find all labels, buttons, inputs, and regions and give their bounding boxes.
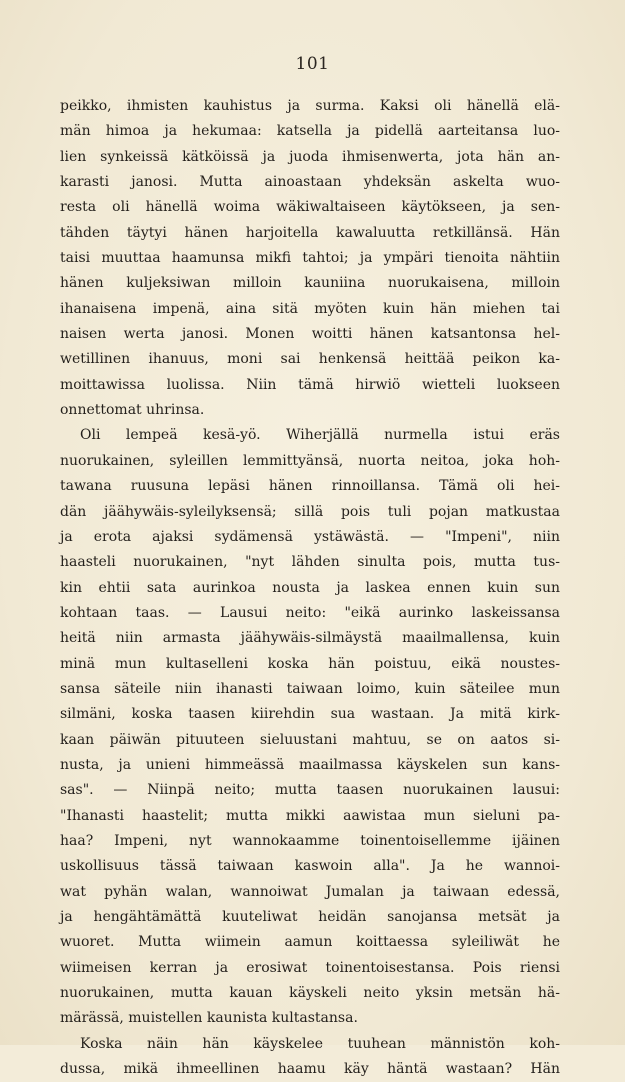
text-line: nuorukainen, mutta kauan käyskeli neito yksin metsän hä- — [60, 985, 560, 1002]
text-line: märässä, muistellen kaunista kultastansa. — [60, 1010, 358, 1027]
text-line: moittawissa luolissa. Niin tämä hirwiö wietteli luokseen — [60, 376, 560, 393]
text-line: wat pyhän walan, wannoiwat Jumalan ja taiwaan edessä, — [60, 883, 560, 900]
text-line: resta oli hänellä woima wäkiwaltaiseen käytökseen, ja sen- — [60, 199, 560, 216]
text-line: ihanaisena impenä, aina sitä myöten kuin hän miehen tai — [60, 300, 560, 317]
text-line: wiimeisen kerran ja erosiwat toinentoisestansa. Pois riensi — [60, 959, 560, 976]
text-line: wuoret. Mutta wiimein aamun koittaessa syleiliwät he — [60, 934, 560, 951]
text-line: naisen werta janosi. Monen woitti hänen katsantonsa hel- — [60, 326, 560, 343]
text-line: dän jäähywäis-syleilyksensä; sillä pois tuli pojan matkustaa — [60, 503, 560, 520]
text-line: heitä niin armasta jäähywäis-silmäystä maailmallensa, kuin — [60, 630, 560, 647]
text-line: silmäni, koska taasen kiirehdin sua wastaan. Ja mitä kirk- — [60, 706, 560, 723]
text-line: män himoa ja hekumaa: katsella ja pidellä aarteitansa luo- — [60, 123, 560, 140]
text-line: ja hengähtämättä kuuteliwat heidän sanojansa metsät ja — [60, 909, 560, 925]
text-line: onnettomat uhrinsa. — [60, 402, 205, 419]
text-line: sansa säteile niin ihanasti taiwaan loimo, kuin säteilee mun — [60, 680, 560, 697]
text-line: sas". — Niinpä neito; mutta taasen nuorukainen lausui: — [60, 782, 560, 799]
text-line: dussa, mikä ihmeellinen haamu käy häntä wastaan? Hän — [60, 1061, 560, 1078]
text-line: kaan päiwän pituuteen sieluustani mahtuu, se on aatos si- — [60, 731, 560, 748]
text-line: uskollisuus tässä taiwaan kaswoin alla". Ja he wannoi- — [60, 858, 560, 875]
text-line: Koska näin hän käyskelee tuuhean männistön koh- — [80, 1035, 560, 1052]
text-line: Oli lempeä kesä-yö. Wiherjällä nurmella istui eräs — [80, 427, 560, 444]
text-line: "Ihanasti haastelit; mutta mikki aawistaa mun sieluni pa- — [60, 807, 560, 824]
text-line: peikko, ihmisten kauhistus ja surma. Kaksi oli hänellä elä- — [60, 98, 560, 114]
text-line: karasti janosi. Mutta ainoastaan yhdeksän askelta wuo- — [60, 174, 560, 191]
text-line: haa? Impeni, nyt wannokaamme toinentoisellemme ijäinen — [60, 832, 560, 849]
text-line: ja erota ajaksi sydämensä ystäwästä. — "Impeni", niin — [60, 528, 560, 545]
text-line: tähden täytyi hänen harjoitella kawaluutta retkillänsä. Hän — [60, 224, 560, 241]
text-line: lien synkeissä kätköissä ja juoda ihmisenwerta, jota hän an- — [60, 148, 560, 165]
text-line: haasteli nuorukainen, "nyt lähden sinulta pois, mutta tus- — [60, 554, 560, 571]
text-line: nuorukainen, syleillen lemmittyänsä, nuorta neitoa, joka hoh- — [60, 452, 560, 469]
text-line: nusta, ja unieni himmeässä maailmassa käyskelen sun kans- — [60, 756, 560, 773]
page-number: 101 — [295, 54, 330, 74]
text-line: kohtaan taas. — Lausui neito: "eikä aurinko laskeissansa — [60, 604, 560, 621]
text-line: minä mun kultaselleni koska hän poistuu, eikä noustes- — [60, 655, 560, 672]
text-line: hänen kuljeksiwan milloin kauniina nuorukaisena, milloin — [60, 275, 560, 292]
text-line: tawana ruusuna lepäsi hänen rinnoillansa. Tämä oli hei- — [60, 478, 560, 495]
body-text — [60, 94, 560, 1082]
text-line: wetillinen ihanuus, moni sai henkensä heittää peikon ka- — [60, 351, 560, 368]
text-line: kin ehtii sata aurinkoa nousta ja laskea ennen kuin sun — [60, 579, 560, 596]
text-line: taisi muuttaa haamunsa mikfi tahtoi; ja ympäri tienoita nähtiin — [60, 250, 560, 267]
